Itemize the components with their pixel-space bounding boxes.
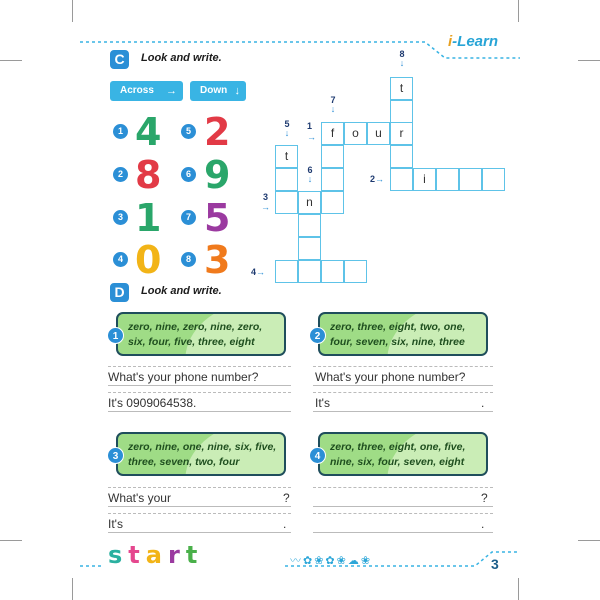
answer-2-prefix: It's: [315, 396, 330, 410]
writing-line: [313, 385, 493, 386]
crossword-cell[interactable]: u: [367, 122, 390, 145]
trim-mark: [518, 578, 519, 600]
crossword-cell[interactable]: [390, 145, 413, 168]
footer-letter: t: [128, 541, 146, 569]
writing-line: [313, 487, 493, 488]
answer-1[interactable]: It's 0909064538.: [108, 396, 197, 410]
crossword-cell[interactable]: [321, 191, 344, 214]
arrow-right-icon: →: [256, 267, 266, 277]
arrow-down-icon: ↓: [330, 104, 336, 114]
answer-2-end: .: [481, 396, 485, 410]
big-number: 4: [135, 110, 162, 154]
section-c-badge: C: [110, 50, 129, 69]
crossword-cell[interactable]: r: [390, 122, 413, 145]
writing-line: [313, 366, 493, 367]
item-label: 6: [181, 167, 196, 182]
answer-4-end: .: [481, 517, 485, 531]
number-box-2: [318, 312, 488, 356]
footer-letter: t: [185, 541, 204, 569]
arrow-right-icon: →: [375, 174, 385, 184]
crossword-cell[interactable]: [275, 168, 298, 191]
question-1: What's your phone number?: [108, 370, 259, 384]
item-label: 5: [181, 124, 196, 139]
big-number: 9: [204, 153, 231, 197]
crossword-cell[interactable]: [275, 191, 298, 214]
clue-1-arrow: →: [307, 132, 316, 142]
trim-mark: [72, 578, 73, 600]
number-box-1: [116, 312, 286, 356]
footer-letter: a: [145, 541, 168, 569]
arrow-down-icon: ↓: [399, 58, 405, 68]
writing-line: [108, 411, 291, 412]
box-number-badge: 4: [309, 447, 326, 464]
page-number: 3: [491, 556, 499, 572]
big-number: 8: [135, 153, 162, 197]
crossword-cell[interactable]: [344, 260, 367, 283]
answer-3-prefix: It's: [108, 517, 123, 531]
trim-mark: [0, 540, 22, 541]
crossword-cell[interactable]: [390, 100, 413, 123]
crossword-cell[interactable]: [390, 168, 413, 191]
answer-3-end: .: [283, 517, 287, 531]
footer-start-word: [108, 541, 203, 569]
question-2: What's your phone number?: [315, 370, 466, 384]
big-number: 3: [204, 238, 231, 282]
crossword-cell[interactable]: t: [275, 145, 298, 168]
crossword-cell[interactable]: [482, 168, 505, 191]
number-box-3: [116, 432, 286, 476]
writing-line: [108, 506, 291, 507]
number-words: zero, nine, one, nine, six, five, three, seven, two, four: [128, 441, 277, 468]
trim-mark: [578, 60, 600, 61]
footer-letter: s: [108, 541, 129, 569]
writing-line: [108, 532, 291, 533]
brand-logo: i-Learn: [448, 33, 499, 50]
crossword-cell[interactable]: [459, 168, 482, 191]
number-words: zero, nine, zero, nine, zero, six, four, five, three, eight: [128, 321, 263, 348]
item-label: 4: [113, 252, 128, 267]
item-label: 3: [113, 210, 128, 225]
crossword-cell[interactable]: [321, 168, 344, 191]
box-number-badge: 3: [107, 447, 124, 464]
clue-3: 3: [263, 192, 269, 202]
number-words: zero, three, eight, two, one, four, seven, six, nine, three: [330, 321, 466, 348]
section-c-title: Look and write.: [141, 52, 222, 64]
clue-8: 8 ↓: [396, 50, 408, 68]
writing-line: [313, 506, 493, 507]
arrow-down-icon: ↓: [234, 85, 240, 97]
across-tag: Across →: [110, 81, 183, 101]
clue-2: 2→: [370, 174, 385, 184]
crossword-cell[interactable]: [298, 214, 321, 237]
writing-line: [108, 392, 291, 393]
arrow-down-icon: ↓: [307, 174, 313, 184]
trim-mark: [0, 60, 22, 61]
big-number: 1: [135, 196, 162, 240]
crossword-cell[interactable]: t: [390, 77, 413, 100]
clue-7: 7 ↓: [327, 96, 339, 114]
crossword-cell[interactable]: [298, 237, 321, 260]
clue-3-arrow: →: [261, 202, 270, 212]
question-4-end: ?: [481, 491, 488, 505]
crossword-cell[interactable]: n: [298, 191, 321, 214]
clue-6: 6 ↓: [304, 166, 316, 184]
clue-5: 5 ↓: [281, 120, 293, 138]
crossword-cell[interactable]: [321, 260, 344, 283]
footer-decoration-icons: 〰✿❀✿❀☁❀: [290, 554, 373, 567]
section-d-title: Look and write.: [141, 285, 222, 297]
writing-line: [313, 513, 493, 514]
crossword-cell[interactable]: i: [413, 168, 436, 191]
clue-4: 4→: [251, 267, 266, 277]
writing-line: [108, 487, 291, 488]
number-words: zero, three, eight, one, five, nine, six, four, seven, eight: [330, 441, 466, 468]
section-d-badge: D: [110, 283, 129, 302]
number-box-4: [318, 432, 488, 476]
crossword-cell[interactable]: [298, 260, 321, 283]
big-number: 2: [204, 110, 231, 154]
trim-mark: [578, 540, 600, 541]
down-tag: Down ↓: [190, 81, 246, 101]
writing-line: [108, 366, 291, 367]
item-label: 2: [113, 167, 128, 182]
crossword-cell[interactable]: [436, 168, 459, 191]
clue-1: 1: [307, 121, 313, 131]
writing-line: [313, 532, 493, 533]
big-number: 5: [204, 196, 231, 240]
writing-line: [108, 513, 291, 514]
arrow-down-icon: ↓: [284, 128, 290, 138]
writing-line: [108, 385, 291, 386]
trim-mark: [518, 0, 519, 22]
arrow-right-icon: →: [166, 85, 177, 97]
item-label: 7: [181, 210, 196, 225]
footer-letter: r: [167, 541, 186, 569]
crossword-cell[interactable]: o: [344, 122, 367, 145]
writing-line: [313, 392, 493, 393]
trim-mark: [72, 0, 73, 22]
box-number-badge: 1: [107, 327, 124, 344]
crossword-cell[interactable]: [321, 145, 344, 168]
question-3-end: ?: [283, 491, 290, 505]
writing-line: [313, 411, 493, 412]
item-label: 8: [181, 252, 196, 267]
crossword-cell[interactable]: [275, 260, 298, 283]
question-3: What's your: [108, 491, 171, 505]
item-label: 1: [113, 124, 128, 139]
crossword-cell[interactable]: f: [321, 122, 344, 145]
box-number-badge: 2: [309, 327, 326, 344]
big-number: 0: [135, 238, 162, 282]
